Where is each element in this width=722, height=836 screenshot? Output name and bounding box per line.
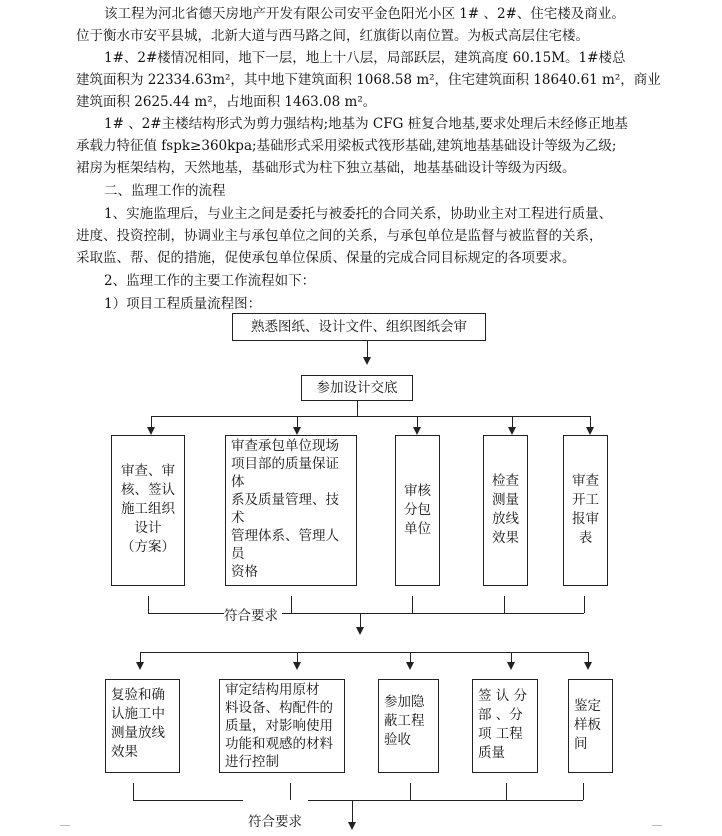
arrow-down-icon <box>584 662 592 670</box>
page-corner-mark <box>60 825 70 836</box>
flow-box-line: 蔽工程 <box>384 713 425 729</box>
flow-box-line: 质量，对影响使用 <box>225 718 333 734</box>
intro-line: 1#、2#楼情况相同，地下一层，地上十八层，局部跃层，建筑高度 60.15M。1#楼总 <box>104 50 626 66</box>
flow-box-line: 审定结构用原材 <box>225 682 320 698</box>
flow-box-subcontractor <box>395 435 440 586</box>
connector <box>412 596 413 613</box>
flow-box-quality-system <box>225 435 357 586</box>
flow-box-line: 审查、审 <box>121 463 175 479</box>
flow-box-text: 熟悉图纸、设计文件、组织图纸会审 <box>251 319 467 335</box>
flow-box-line: （方案） <box>121 539 175 555</box>
flow-box-text: 参加设计交底 <box>316 380 398 396</box>
flow-box-line: 表 <box>578 530 593 546</box>
connector <box>308 800 583 801</box>
connector <box>584 596 585 613</box>
flow-box-line: 测量 <box>492 492 519 508</box>
flow-box-line: 检查 <box>492 473 519 489</box>
flow-box-line: 术 <box>231 510 245 526</box>
intro-line: 承载力特征值 fspk≥360kpa;基础形式采用梁板式筏形基础,建筑地基基础设计等级为乙级; <box>76 138 617 154</box>
flow-box-line: 质量 <box>478 745 505 761</box>
arrow-down-icon <box>136 662 144 670</box>
meets-requirements-label: 符合要求 <box>248 814 302 830</box>
flow-box-line: 审查 <box>572 473 599 489</box>
connector <box>290 783 291 800</box>
flow-box-line: 样板 <box>574 717 601 733</box>
flow-box-line: 参加隐 <box>384 694 425 710</box>
flow-box-review-drawings <box>232 313 486 341</box>
arrow-down-icon <box>356 627 364 635</box>
connector <box>133 800 243 801</box>
flow-box-line: 放线 <box>492 511 519 527</box>
intro-line: 1# 、2#主楼结构形式为剪力强结构;地基为 CFG 桩复合地基,要求处理后未经修正地基 <box>104 116 628 132</box>
arrow-down-icon <box>293 427 301 435</box>
flow-box-subproject-quality <box>472 679 538 773</box>
section-heading: 二、监理工作的流程 <box>104 183 226 199</box>
flow-box-start-report <box>563 435 608 586</box>
flow-box-concealed-work <box>378 679 439 773</box>
connector <box>410 783 411 800</box>
flow-box-material-control <box>219 679 345 773</box>
flow-box-line: 料设备、构配件的 <box>225 700 333 716</box>
connector <box>148 613 224 614</box>
connector <box>140 652 588 653</box>
intro-line: 位于衡水市安平县城，北新大道与西马路之间，红旗街以南位置。为板式高层住宅楼。 <box>76 28 589 44</box>
arrow-down-icon <box>406 662 414 670</box>
arrow-down-icon <box>293 662 301 670</box>
flow-box-line: 项 工程 <box>478 726 523 742</box>
intro-line: 裙房为框架结构，天然地基，基础形式为柱下独立基础，地基基础设计等级为丙级。 <box>76 160 576 176</box>
flow-box-line: 资格 <box>231 564 258 580</box>
flow-box-line: 系及质量管理、技 <box>231 492 339 508</box>
meets-requirements-label: 符合要求 <box>224 608 278 624</box>
flow-box-line: 体 <box>231 474 245 490</box>
arrow-down-icon <box>363 357 371 365</box>
flow-box-line: 间 <box>574 736 588 752</box>
flow-box-line: 开工 <box>572 492 599 508</box>
arrow-down-icon <box>508 427 516 435</box>
flow-box-line: 单位 <box>404 521 431 537</box>
flow-box-line: 设计 <box>134 520 162 536</box>
arrow-down-icon <box>413 427 421 435</box>
connector <box>291 596 292 613</box>
body-line: 进度、投资控制，协调业主与承包单位之间的关系，与承包单位是监督与被监督的关系， <box>76 228 603 244</box>
flow-box-line: 效果 <box>111 744 138 760</box>
flow-box-line: 效果 <box>492 530 519 546</box>
arrow-down-icon <box>348 822 356 830</box>
flow-box-construction-plan <box>111 435 185 586</box>
connector <box>151 416 590 417</box>
body-line: 1、实施监理后，与业主之间是委托与被委托的合同关系，协助业主对工程进行质量、 <box>104 206 613 222</box>
intro-line: 建筑面积 2625.44 m²，占地面积 1463.08 m²。 <box>76 94 377 110</box>
flow-box-line: 进行控制 <box>225 754 279 770</box>
body-line: 2、监理工作的主要工作流程如下： <box>104 273 316 289</box>
connector <box>583 783 584 800</box>
flow-box-sample-room <box>568 679 613 773</box>
flow-box-line: 分包 <box>404 502 431 518</box>
flow-box-survey-reverify <box>105 679 180 773</box>
connector <box>352 800 353 824</box>
flow-box-line: 认施工中 <box>111 706 165 722</box>
flow-box-line: 部 、分 <box>478 707 523 723</box>
flow-box-line: 签 认 分 <box>478 688 528 704</box>
flow-box-line: 报审 <box>572 511 599 527</box>
flow-box-line: 鉴定 <box>574 698 601 714</box>
flow-box-line: 验收 <box>384 732 411 748</box>
flow-box-survey-check <box>483 435 528 586</box>
flow-box-line: 核、签认 <box>121 482 175 498</box>
connector <box>133 783 134 800</box>
flow-box-line: 审核 <box>404 483 431 499</box>
arrow-down-icon <box>147 427 155 435</box>
flow-box-design-briefing <box>301 375 413 401</box>
arrow-down-icon <box>586 427 594 435</box>
flow-box-line: 审查承包单位现场 <box>231 438 339 454</box>
flow-box-line: 功能和观感的材料 <box>225 736 333 752</box>
flow-box-line: 管理体系、管理人 <box>231 528 339 544</box>
connector <box>282 613 584 614</box>
arrow-down-icon <box>507 662 515 670</box>
intro-line: 该工程为河北省德天房地产开发有限公司安平金色阳光小区 1# 、2#、住宅楼及商业。 <box>104 6 625 22</box>
connector <box>148 596 149 613</box>
flow-box-line: 测量放线 <box>111 725 165 741</box>
connector <box>357 401 358 416</box>
body-line: 采取监、帮、促的措施，促使承包单位保质、保量的完成合同目标规定的各项要求。 <box>76 250 576 266</box>
flow-box-line: 员 <box>231 546 245 562</box>
connector <box>506 783 507 800</box>
flow-box-line: 复验和确 <box>111 687 165 703</box>
connector <box>504 596 505 613</box>
flow-box-line: 施工组织 <box>121 501 175 517</box>
intro-line: 建筑面积为 22334.63m²，其中地下建筑面积 1068.58 m²，住宅建筑面积 18640.61 m²，商业 <box>76 72 661 88</box>
body-line: 1）项目工程质量流程图： <box>104 296 262 312</box>
flow-box-line: 项目部的质量保证 <box>231 456 339 472</box>
page-corner-mark <box>652 825 662 836</box>
